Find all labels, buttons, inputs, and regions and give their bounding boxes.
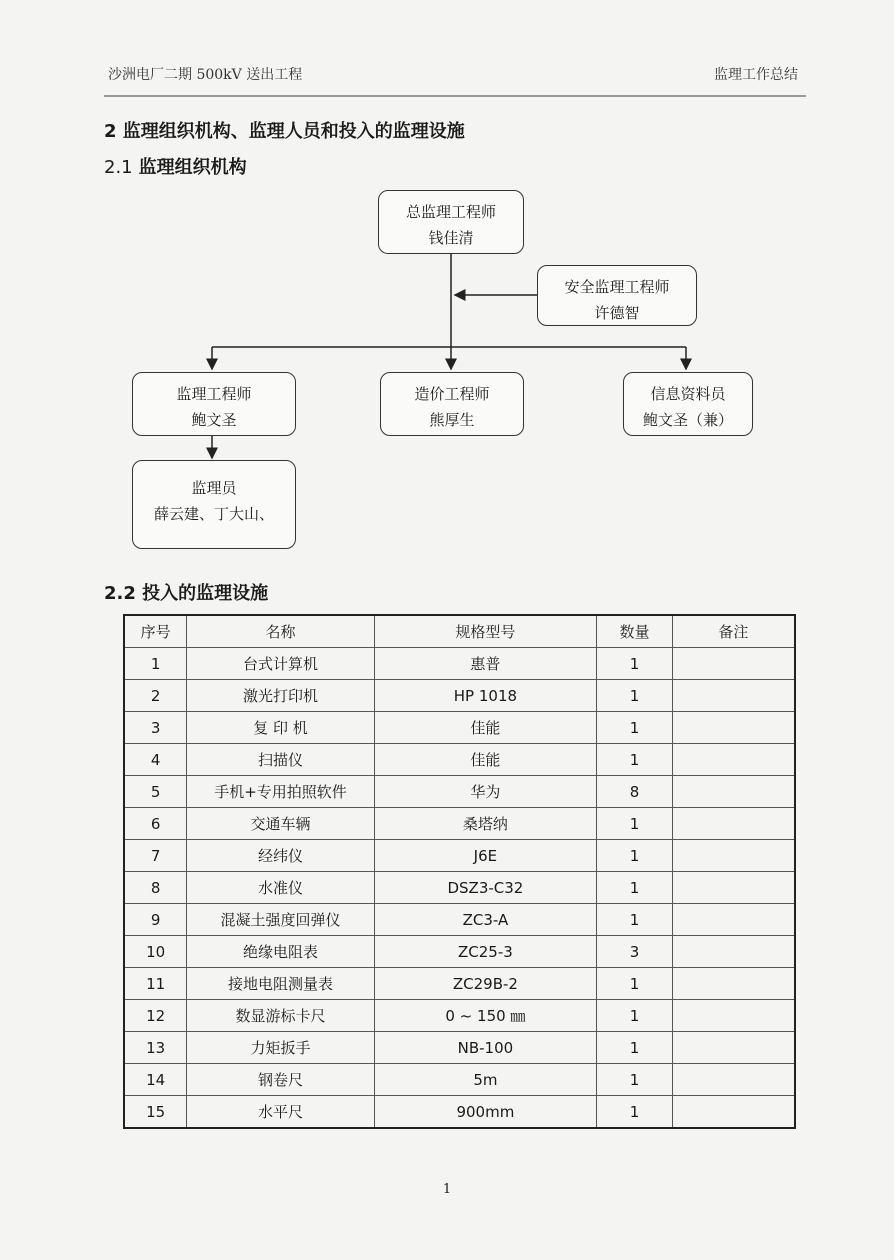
cell-index: 3 xyxy=(124,712,187,744)
cell-remark xyxy=(672,712,795,744)
org-person: 薛云建、丁大山、 xyxy=(153,505,274,523)
cell-name: 绝缘电阻表 xyxy=(187,936,374,968)
table-row xyxy=(124,1032,795,1064)
table-row xyxy=(124,776,795,808)
cell-index: 14 xyxy=(124,1064,187,1096)
cell-quantity: 1 xyxy=(597,1032,673,1064)
cell-name: 接地电阻测量表 xyxy=(187,968,374,1000)
cell-name: 钢卷尺 xyxy=(187,1064,374,1096)
cell-index: 10 xyxy=(124,936,187,968)
cell-model: DSZ3-C32 xyxy=(374,872,596,904)
cell-remark xyxy=(672,1000,795,1032)
cell-name: 力矩扳手 xyxy=(187,1032,374,1064)
page-number: 1 xyxy=(442,1182,452,1197)
cell-index: 7 xyxy=(124,840,187,872)
cell-model: HP 1018 xyxy=(374,680,596,712)
cell-remark xyxy=(672,872,795,904)
table-row xyxy=(124,840,795,872)
cell-remark xyxy=(672,808,795,840)
cell-name: 交通车辆 xyxy=(187,808,374,840)
org-box-safety-engineer xyxy=(537,265,697,326)
cell-model: 900mm xyxy=(374,1096,596,1129)
cell-remark xyxy=(672,1064,795,1096)
cell-quantity: 1 xyxy=(597,1096,673,1129)
column-header: 序号 xyxy=(124,615,187,648)
table-row xyxy=(124,936,795,968)
cell-remark xyxy=(672,904,795,936)
cell-model: ZC25-3 xyxy=(374,936,596,968)
table-row xyxy=(124,808,795,840)
cell-name: 经纬仪 xyxy=(187,840,374,872)
table-row xyxy=(124,968,795,1000)
cell-quantity: 1 xyxy=(597,840,673,872)
cell-model: J6E xyxy=(374,840,596,872)
cell-index: 13 xyxy=(124,1032,187,1064)
cell-remark xyxy=(672,840,795,872)
cell-name: 水准仪 xyxy=(187,872,374,904)
column-header: 规格型号 xyxy=(374,615,596,648)
table-row xyxy=(124,1064,795,1096)
cell-name: 台式计算机 xyxy=(187,648,374,680)
equipment-table xyxy=(123,614,796,1129)
cell-remark xyxy=(672,936,795,968)
cell-index: 2 xyxy=(124,680,187,712)
cell-index: 6 xyxy=(124,808,187,840)
column-header: 备注 xyxy=(672,615,795,648)
cell-index: 15 xyxy=(124,1096,187,1129)
cell-remark xyxy=(672,968,795,1000)
cell-quantity: 3 xyxy=(597,936,673,968)
org-role: 监理员 xyxy=(191,479,237,497)
cell-name: 手机+专用拍照软件 xyxy=(187,776,374,808)
cell-index: 11 xyxy=(124,968,187,1000)
cell-quantity: 1 xyxy=(597,1000,673,1032)
org-person: 许德智 xyxy=(594,304,640,322)
subsection-heading-equipment: 2.2 投入的监理设施 xyxy=(104,583,269,604)
cell-model: 5m xyxy=(374,1064,596,1096)
cell-name: 水平尺 xyxy=(187,1096,374,1129)
table-header-row xyxy=(124,615,795,648)
table-row xyxy=(124,1000,795,1032)
table-row xyxy=(124,872,795,904)
cell-model: 惠普 xyxy=(374,648,596,680)
cell-index: 8 xyxy=(124,872,187,904)
cell-quantity: 1 xyxy=(597,968,673,1000)
table-row xyxy=(124,712,795,744)
cell-model: ZC29B-2 xyxy=(374,968,596,1000)
header-document-type: 监理工作总结 xyxy=(714,67,798,83)
cell-model: ZC3-A xyxy=(374,904,596,936)
cell-quantity: 1 xyxy=(597,808,673,840)
section-heading: 2 监理组织机构、监理人员和投入的监理设施 xyxy=(104,121,465,142)
cell-index: 1 xyxy=(124,648,187,680)
table-body xyxy=(124,648,795,1129)
cell-model: 佳能 xyxy=(374,712,596,744)
table-row xyxy=(124,744,795,776)
cell-model: 桑塔纳 xyxy=(374,808,596,840)
org-box-supervising-engineer xyxy=(132,372,296,436)
table-row xyxy=(124,904,795,936)
cell-remark xyxy=(672,648,795,680)
org-role: 信息资料员 xyxy=(650,385,726,403)
cell-name: 复 印 机 xyxy=(187,712,374,744)
org-person: 鲍文圣（兼） xyxy=(642,411,733,429)
column-header: 名称 xyxy=(187,615,374,648)
subsection-title: 监理组织机构 xyxy=(138,157,247,178)
cell-model: 华为 xyxy=(374,776,596,808)
org-person: 钱佳清 xyxy=(428,229,474,247)
cell-index: 12 xyxy=(124,1000,187,1032)
org-person: 鲍文圣 xyxy=(191,411,237,429)
cell-model: NB-100 xyxy=(374,1032,596,1064)
cell-remark xyxy=(672,776,795,808)
cell-quantity: 1 xyxy=(597,872,673,904)
org-box-inspector xyxy=(132,460,296,549)
org-box-chief-engineer xyxy=(378,190,524,254)
header-project-title: 沙洲电厂二期 500kV 送出工程 xyxy=(108,67,303,83)
cell-quantity: 1 xyxy=(597,680,673,712)
table-row xyxy=(124,648,795,680)
org-role: 总监理工程师 xyxy=(405,203,496,221)
column-header: 数量 xyxy=(597,615,673,648)
cell-quantity: 1 xyxy=(597,744,673,776)
cell-quantity: 8 xyxy=(597,776,673,808)
subsection-number: 2.1 xyxy=(104,157,133,178)
cell-quantity: 1 xyxy=(597,1064,673,1096)
cell-remark xyxy=(672,1096,795,1129)
org-role: 监理工程师 xyxy=(176,385,252,403)
cell-remark xyxy=(672,744,795,776)
org-box-info-clerk xyxy=(623,372,753,436)
org-role: 安全监理工程师 xyxy=(564,278,670,296)
table-row xyxy=(124,680,795,712)
cell-name: 扫描仪 xyxy=(187,744,374,776)
cell-index: 5 xyxy=(124,776,187,808)
cell-remark xyxy=(672,680,795,712)
table-row xyxy=(124,1096,795,1129)
org-person: 熊厚生 xyxy=(429,411,475,429)
cell-index: 4 xyxy=(124,744,187,776)
cell-name: 数显游标卡尺 xyxy=(187,1000,374,1032)
cell-remark xyxy=(672,1032,795,1064)
org-box-cost-engineer xyxy=(380,372,524,436)
cell-model: 0 ~ 150 ㎜ xyxy=(374,1000,596,1032)
cell-quantity: 1 xyxy=(597,904,673,936)
cell-index: 9 xyxy=(124,904,187,936)
cell-quantity: 1 xyxy=(597,648,673,680)
cell-name: 激光打印机 xyxy=(187,680,374,712)
cell-model: 佳能 xyxy=(374,744,596,776)
org-role: 造价工程师 xyxy=(414,385,490,403)
cell-name: 混凝土强度回弹仪 xyxy=(187,904,374,936)
cell-quantity: 1 xyxy=(597,712,673,744)
